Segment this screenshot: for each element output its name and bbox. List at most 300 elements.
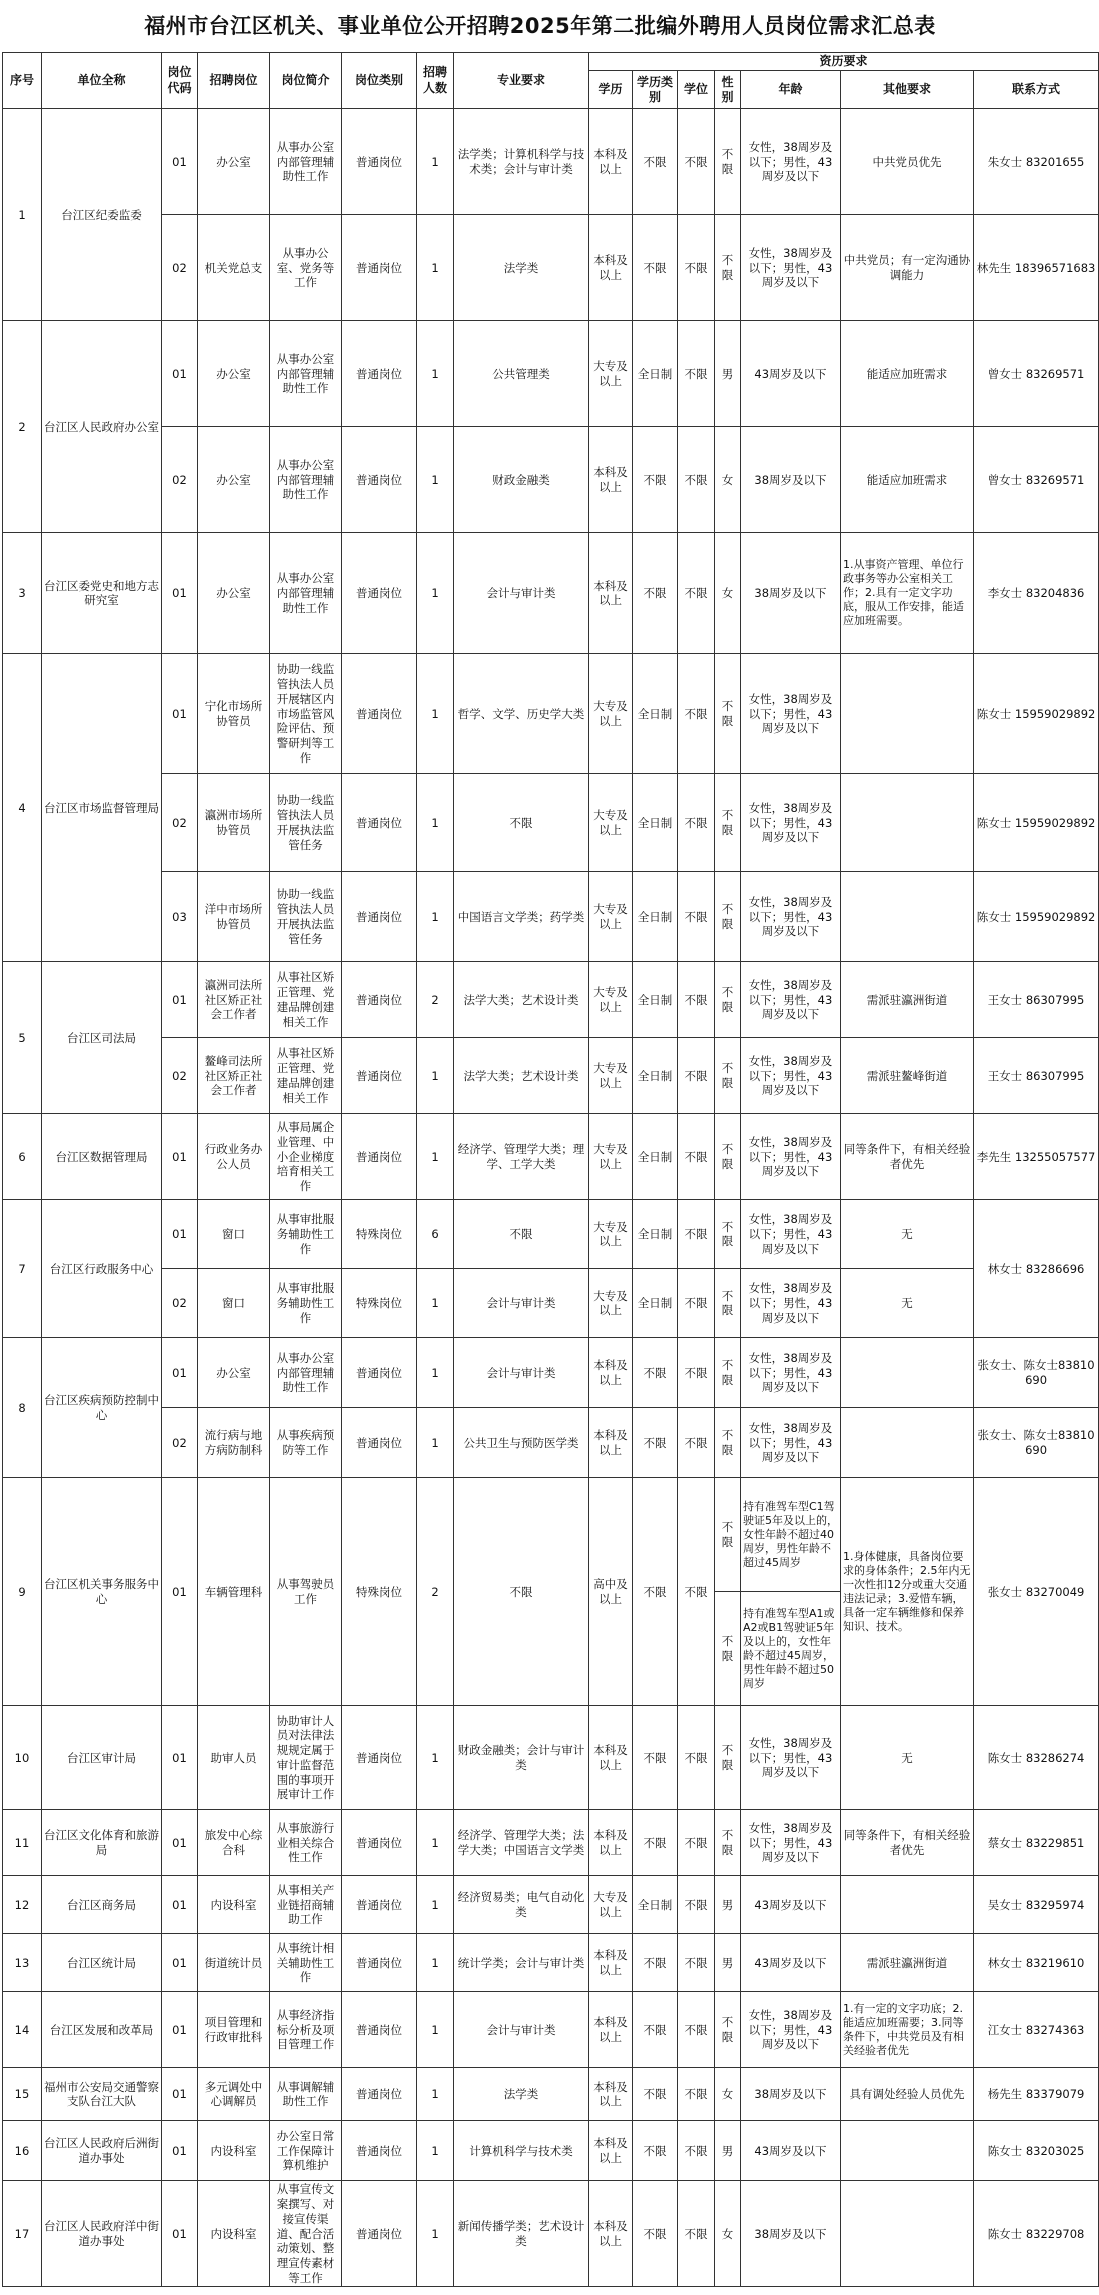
header-edu: 学历	[589, 71, 633, 109]
contact-cell: 陈女士 15959029892	[974, 872, 1099, 962]
brief-cell: 从事办公室内部管理辅助性工作	[270, 109, 342, 215]
degree-cell: 不限	[678, 1408, 715, 1478]
post-cell: 瀛洲市场所协管员	[198, 774, 270, 872]
code-cell: 02	[162, 427, 198, 533]
gender-cell: 不限	[715, 1269, 741, 1338]
edu-cell: 本科及以上	[589, 2121, 633, 2181]
seq-cell: 14	[3, 1992, 42, 2068]
gender-cell: 不限	[715, 1592, 741, 1706]
gender-cell: 男	[715, 2121, 741, 2181]
major-cell: 公共管理类	[454, 321, 589, 427]
seq-cell: 15	[3, 2068, 42, 2121]
table-row	[3, 1200, 1099, 1269]
gender-cell: 女	[715, 2068, 741, 2121]
edu-type-cell: 全日制	[633, 872, 678, 962]
other-cell: 需派驻鳌峰街道	[841, 1038, 974, 1114]
degree-cell: 不限	[678, 1934, 715, 1992]
post-cell: 内设科室	[198, 2181, 270, 2287]
gender-cell: 男	[715, 321, 741, 427]
post-cell: 车辆管理科	[198, 1478, 270, 1706]
post-cell: 办公室	[198, 1338, 270, 1408]
post-cell: 项目管理和行政审批科	[198, 1992, 270, 2068]
degree-cell: 不限	[678, 1706, 715, 1810]
age-cell: 43周岁及以下	[741, 2121, 841, 2181]
major-cell: 财政金融类	[454, 427, 589, 533]
major-cell: 中国语言文学类；药学类	[454, 872, 589, 962]
code-cell: 01	[162, 2068, 198, 2121]
post-cell: 办公室	[198, 427, 270, 533]
header-contact: 联系方式	[974, 71, 1099, 109]
other-cell: 中共党员优先	[841, 109, 974, 215]
category-cell: 普通岗位	[342, 1338, 417, 1408]
contact-cell: 林先生 18396571683	[974, 215, 1099, 321]
degree-cell: 不限	[678, 1810, 715, 1876]
seq-cell: 12	[3, 1876, 42, 1934]
post-cell: 办公室	[198, 533, 270, 654]
edu-type-cell: 不限	[633, 2068, 678, 2121]
edu-cell: 本科及以上	[589, 2068, 633, 2121]
code-cell: 02	[162, 774, 198, 872]
code-cell: 01	[162, 1114, 198, 1200]
major-cell: 会计与审计类	[454, 533, 589, 654]
degree-cell: 不限	[678, 427, 715, 533]
category-cell: 普通岗位	[342, 427, 417, 533]
age-cell: 女性，38周岁及以下；男性，43周岁及以下	[741, 962, 841, 1038]
contact-cell: 王女士 86307995	[974, 962, 1099, 1038]
gender-cell: 不限	[715, 1478, 741, 1592]
degree-cell: 不限	[678, 2121, 715, 2181]
degree-cell: 不限	[678, 872, 715, 962]
category-cell: 普通岗位	[342, 654, 417, 774]
degree-cell: 不限	[678, 2068, 715, 2121]
age-cell: 女性，38周岁及以下；男性，43周岁及以下	[741, 1114, 841, 1200]
degree-cell: 不限	[678, 1478, 715, 1706]
category-cell: 普通岗位	[342, 2068, 417, 2121]
edu-cell: 本科及以上	[589, 1706, 633, 1810]
unit-cell: 台江区商务局	[42, 1876, 162, 1934]
edu-cell: 大专及以上	[589, 1876, 633, 1934]
edu-type-cell: 全日制	[633, 1269, 678, 1338]
brief-cell: 从事局属企业管理、中小企业梯度培育相关工作	[270, 1114, 342, 1200]
count-cell: 1	[417, 1934, 454, 1992]
brief-cell: 从事办公室内部管理辅助性工作	[270, 427, 342, 533]
code-cell: 01	[162, 1338, 198, 1408]
post-cell: 窗口	[198, 1269, 270, 1338]
document-title: 福州市台江区机关、事业单位公开招聘2025年第二批编外聘用人员岗位需求汇总表	[144, 14, 936, 38]
edu-type-cell: 全日制	[633, 1200, 678, 1269]
major-cell: 经济贸易类；电气自动化类	[454, 1876, 589, 1934]
count-cell: 1	[417, 1338, 454, 1408]
header-unit: 单位全称	[42, 53, 162, 109]
age-cell: 38周岁及以下	[741, 2181, 841, 2287]
table-row	[3, 1114, 1099, 1200]
brief-cell: 从事宣传文案撰写、对接宣传渠道、配合活动策划、整理宣传素材等工作	[270, 2181, 342, 2287]
table-row	[3, 654, 1099, 774]
major-cell: 法学大类；艺术设计类	[454, 1038, 589, 1114]
edu-type-cell: 不限	[633, 1478, 678, 1706]
contact-cell: 陈女士 15959029892	[974, 654, 1099, 774]
edu-cell: 本科及以上	[589, 427, 633, 533]
category-cell: 特殊岗位	[342, 1200, 417, 1269]
degree-cell: 不限	[678, 1200, 715, 1269]
table-row	[3, 321, 1099, 427]
seq-cell: 4	[3, 654, 42, 962]
table-row	[3, 427, 1099, 533]
gender-cell: 女	[715, 427, 741, 533]
brief-cell: 从事相关产业链招商辅助工作	[270, 1876, 342, 1934]
brief-cell: 从事社区矫正管理、党建品牌创建相关工作	[270, 1038, 342, 1114]
edu-cell: 大专及以上	[589, 654, 633, 774]
other-cell: 无	[841, 1269, 974, 1338]
post-cell: 多元调处中心调解员	[198, 2068, 270, 2121]
major-cell: 计算机科学与技术类	[454, 2121, 589, 2181]
major-cell: 财政金融类；会计与审计类	[454, 1706, 589, 1810]
category-cell: 普通岗位	[342, 321, 417, 427]
contact-cell: 张女士 83270049	[974, 1478, 1099, 1706]
post-cell: 内设科室	[198, 1876, 270, 1934]
major-cell: 经济学、管理学大类；理学、工学大类	[454, 1114, 589, 1200]
gender-cell: 不限	[715, 1338, 741, 1408]
code-cell: 01	[162, 962, 198, 1038]
category-cell: 普通岗位	[342, 215, 417, 321]
contact-cell: 朱女士 83201655	[974, 109, 1099, 215]
other-cell	[841, 2181, 974, 2287]
other-cell	[841, 872, 974, 962]
other-cell: 中共党员；有一定沟通协调能力	[841, 215, 974, 321]
table-row	[3, 962, 1099, 1038]
degree-cell: 不限	[678, 1992, 715, 2068]
table-row	[3, 1934, 1099, 1992]
code-cell: 02	[162, 1269, 198, 1338]
code-cell: 01	[162, 1200, 198, 1269]
category-cell: 普通岗位	[342, 774, 417, 872]
post-cell: 内设科室	[198, 2121, 270, 2181]
unit-cell: 台江区行政服务中心	[42, 1200, 162, 1338]
edu-type-cell: 不限	[633, 1408, 678, 1478]
post-cell: 办公室	[198, 109, 270, 215]
code-cell: 01	[162, 1810, 198, 1876]
degree-cell: 不限	[678, 1269, 715, 1338]
count-cell: 1	[417, 1038, 454, 1114]
count-cell: 1	[417, 533, 454, 654]
code-cell: 02	[162, 215, 198, 321]
count-cell: 1	[417, 109, 454, 215]
post-cell: 瀛洲司法所社区矫正社会工作者	[198, 962, 270, 1038]
gender-cell: 不限	[715, 774, 741, 872]
gender-cell: 女	[715, 533, 741, 654]
edu-cell: 本科及以上	[589, 2181, 633, 2287]
seq-cell: 16	[3, 2121, 42, 2181]
degree-cell: 不限	[678, 654, 715, 774]
age-cell: 38周岁及以下	[741, 427, 841, 533]
code-cell: 02	[162, 1038, 198, 1114]
other-cell: 1.身体健康，具备岗位要求的身体条件；2.5年内无一次性扣12分或重大交通违法记录；3.爱惜车辆，具备一定车辆维修和保养知识、技术。	[841, 1478, 974, 1706]
major-cell: 经济学、管理学大类；法学大类；中国语言文学类	[454, 1810, 589, 1876]
unit-cell: 台江区机关事务服务中心	[42, 1478, 162, 1706]
age-cell: 女性，38周岁及以下；男性，43周岁及以下	[741, 872, 841, 962]
header-count: 招聘人数	[417, 53, 454, 109]
table-row	[3, 2181, 1099, 2287]
major-cell: 新闻传播学类；艺术设计类	[454, 2181, 589, 2287]
unit-cell: 台江区人民政府办公室	[42, 321, 162, 533]
contact-cell: 李女士 83204836	[974, 533, 1099, 654]
post-cell: 旅发中心综合科	[198, 1810, 270, 1876]
degree-cell: 不限	[678, 1338, 715, 1408]
header-code: 岗位代码	[162, 53, 198, 109]
seq-cell: 10	[3, 1706, 42, 1810]
other-cell: 同等条件下，有相关经验者优先	[841, 1114, 974, 1200]
code-cell: 02	[162, 1408, 198, 1478]
gender-cell: 不限	[715, 109, 741, 215]
other-cell: 能适应加班需求	[841, 427, 974, 533]
major-cell: 统计学类；会计与审计类	[454, 1934, 589, 1992]
code-cell: 01	[162, 654, 198, 774]
edu-cell: 本科及以上	[589, 533, 633, 654]
edu-type-cell: 不限	[633, 1338, 678, 1408]
post-cell: 流行病与地方病防制科	[198, 1408, 270, 1478]
brief-cell: 从事旅游行业相关综合性工作	[270, 1810, 342, 1876]
code-cell: 01	[162, 533, 198, 654]
major-cell: 公共卫生与预防医学类	[454, 1408, 589, 1478]
other-cell	[841, 1408, 974, 1478]
seq-cell: 9	[3, 1478, 42, 1706]
post-cell: 行政业务办公人员	[198, 1114, 270, 1200]
table-row	[3, 1269, 1099, 1338]
age-cell: 女性，38周岁及以下；男性，43周岁及以下	[741, 1338, 841, 1408]
age-cell: 女性，38周岁及以下；男性，43周岁及以下	[741, 1200, 841, 1269]
gender-cell: 不限	[715, 1810, 741, 1876]
gender-cell: 不限	[715, 1706, 741, 1810]
gender-cell: 男	[715, 1876, 741, 1934]
header-other: 其他要求	[841, 71, 974, 109]
post-cell: 宁化市场所协管员	[198, 654, 270, 774]
table-row	[3, 215, 1099, 321]
category-cell: 普通岗位	[342, 1038, 417, 1114]
brief-cell: 从事办公室、党务等工作	[270, 215, 342, 321]
count-cell: 1	[417, 1408, 454, 1478]
other-cell: 需派驻瀛洲街道	[841, 962, 974, 1038]
edu-type-cell: 不限	[633, 1810, 678, 1876]
count-cell: 6	[417, 1200, 454, 1269]
edu-cell: 本科及以上	[589, 1338, 633, 1408]
brief-cell: 协助审计人员对法律法规规定属于审计监督范围的事项开展审计工作	[270, 1706, 342, 1810]
table-row	[3, 774, 1099, 872]
table-row	[3, 1876, 1099, 1934]
brief-cell: 协助一线监管执法人员开展辖区内市场监管风险评估、预警研判等工作	[270, 654, 342, 774]
degree-cell: 不限	[678, 1114, 715, 1200]
gender-cell: 不限	[715, 962, 741, 1038]
contact-cell: 陈女士 83286274	[974, 1706, 1099, 1810]
major-cell: 不限	[454, 774, 589, 872]
brief-cell: 协助一线监管执法人员开展执法监管任务	[270, 774, 342, 872]
edu-cell: 大专及以上	[589, 962, 633, 1038]
contact-cell: 林女士 83219610	[974, 1934, 1099, 1992]
edu-type-cell: 全日制	[633, 321, 678, 427]
age-cell: 女性，38周岁及以下；男性，43周岁及以下	[741, 1408, 841, 1478]
edu-cell: 大专及以上	[589, 1114, 633, 1200]
brief-cell: 从事统计相关辅助性工作	[270, 1934, 342, 1992]
brief-cell: 从事办公室内部管理辅助性工作	[270, 533, 342, 654]
count-cell: 1	[417, 427, 454, 533]
other-cell: 无	[841, 1706, 974, 1810]
degree-cell: 不限	[678, 1876, 715, 1934]
age-cell: 女性，38周岁及以下；男性，43周岁及以下	[741, 215, 841, 321]
post-cell: 鳌峰司法所社区矫正社会工作者	[198, 1038, 270, 1114]
header-age: 年龄	[741, 71, 841, 109]
table-row	[3, 1038, 1099, 1114]
post-cell: 助审人员	[198, 1706, 270, 1810]
age-cell: 女性，38周岁及以下；男性，43周岁及以下	[741, 654, 841, 774]
code-cell: 01	[162, 1706, 198, 1810]
brief-cell: 从事驾驶员工作	[270, 1478, 342, 1706]
gender-cell: 不限	[715, 872, 741, 962]
major-cell: 会计与审计类	[454, 1992, 589, 2068]
other-cell: 同等条件下，有相关经验者优先	[841, 1810, 974, 1876]
header-post: 招聘岗位	[198, 53, 270, 109]
degree-cell: 不限	[678, 321, 715, 427]
seq-cell: 7	[3, 1200, 42, 1338]
code-cell: 01	[162, 1992, 198, 2068]
other-cell	[841, 654, 974, 774]
header-qualifications: 资历要求	[589, 53, 1099, 71]
degree-cell: 不限	[678, 109, 715, 215]
gender-cell: 不限	[715, 1200, 741, 1269]
table-row	[3, 2068, 1099, 2121]
unit-cell: 台江区司法局	[42, 962, 162, 1114]
age-cell: 43周岁及以下	[741, 1876, 841, 1934]
brief-cell: 从事经济指标分析及项目管理工作	[270, 1992, 342, 2068]
age-cell: 女性，38周岁及以下；男性，43周岁及以下	[741, 774, 841, 872]
edu-cell: 大专及以上	[589, 774, 633, 872]
age-cell: 女性，38周岁及以下；男性，43周岁及以下	[741, 1992, 841, 2068]
degree-cell: 不限	[678, 533, 715, 654]
edu-type-cell: 全日制	[633, 1114, 678, 1200]
category-cell: 普通岗位	[342, 1706, 417, 1810]
unit-cell: 台江区疾病预防控制中心	[42, 1338, 162, 1478]
code-cell: 01	[162, 2121, 198, 2181]
unit-cell: 台江区市场监督管理局	[42, 654, 162, 962]
count-cell: 1	[417, 2121, 454, 2181]
brief-cell: 从事审批服务辅助性工作	[270, 1269, 342, 1338]
contact-cell: 李先生 13255057577	[974, 1114, 1099, 1200]
count-cell: 1	[417, 774, 454, 872]
degree-cell: 不限	[678, 774, 715, 872]
seq-cell: 13	[3, 1934, 42, 1992]
unit-cell: 台江区文化体育和旅游局	[42, 1810, 162, 1876]
count-cell: 1	[417, 654, 454, 774]
other-cell: 1.从事资产管理、单位行政事务等办公室相关工作；2.具有一定文字功底，服从工作安排，能适应加班需要。	[841, 533, 974, 654]
major-cell: 会计与审计类	[454, 1338, 589, 1408]
category-cell: 普通岗位	[342, 109, 417, 215]
code-cell: 03	[162, 872, 198, 962]
contact-cell: 张女士、陈女士83810690	[974, 1338, 1099, 1408]
count-cell: 1	[417, 321, 454, 427]
gender-cell: 不限	[715, 1114, 741, 1200]
major-cell: 会计与审计类	[454, 1269, 589, 1338]
major-cell: 法学类	[454, 215, 589, 321]
edu-cell: 本科及以上	[589, 109, 633, 215]
brief-cell: 从事调解辅助性工作	[270, 2068, 342, 2121]
unit-cell: 台江区人民政府洋中街道办事处	[42, 2181, 162, 2287]
brief-cell: 办公室日常工作保障计算机维护	[270, 2121, 342, 2181]
category-cell: 普通岗位	[342, 1992, 417, 2068]
other-cell: 无	[841, 1200, 974, 1269]
gender-cell: 不限	[715, 215, 741, 321]
code-cell: 01	[162, 1876, 198, 1934]
major-cell: 法学类	[454, 2068, 589, 2121]
table-row	[3, 1478, 1099, 1592]
unit-cell: 台江区统计局	[42, 1934, 162, 1992]
edu-type-cell: 全日制	[633, 1876, 678, 1934]
edu-type-cell: 不限	[633, 2181, 678, 2287]
other-cell: 1.有一定的文字功底；2.能适应加班需要；3.同等条件下，中共党员及有相关经验者优先	[841, 1992, 974, 2068]
table-row	[3, 2121, 1099, 2181]
table-row	[3, 1408, 1099, 1478]
edu-cell: 大专及以上	[589, 321, 633, 427]
major-cell: 不限	[454, 1478, 589, 1706]
contact-cell: 吴女士 83295974	[974, 1876, 1099, 1934]
code-cell: 01	[162, 1478, 198, 1706]
age-cell: 持有准驾车型C1驾驶证5年及以上的，女性年龄不超过40周岁，男性年龄不超过45周岁	[741, 1478, 841, 1592]
brief-cell: 从事社区矫正管理、党建品牌创建相关工作	[270, 962, 342, 1038]
count-cell: 1	[417, 1706, 454, 1810]
job-table	[2, 52, 1099, 2287]
category-cell: 普通岗位	[342, 962, 417, 1038]
degree-cell: 不限	[678, 215, 715, 321]
unit-cell: 台江区委党史和地方志研究室	[42, 533, 162, 654]
unit-cell: 台江区发展和改革局	[42, 1992, 162, 2068]
edu-cell: 本科及以上	[589, 1408, 633, 1478]
age-cell: 43周岁及以下	[741, 1934, 841, 1992]
age-cell: 女性，38周岁及以下；男性，43周岁及以下	[741, 1810, 841, 1876]
category-cell: 普通岗位	[342, 2121, 417, 2181]
table-row	[3, 872, 1099, 962]
age-cell: 女性，38周岁及以下；男性，43周岁及以下	[741, 109, 841, 215]
table-row	[3, 1992, 1099, 2068]
contact-cell: 陈女士 15959029892	[974, 774, 1099, 872]
count-cell: 1	[417, 1114, 454, 1200]
edu-type-cell: 不限	[633, 1706, 678, 1810]
category-cell: 特殊岗位	[342, 1269, 417, 1338]
gender-cell: 女	[715, 2181, 741, 2287]
count-cell: 1	[417, 2181, 454, 2287]
edu-type-cell: 不限	[633, 109, 678, 215]
header-brief: 岗位简介	[270, 53, 342, 109]
brief-cell: 从事疾病预防等工作	[270, 1408, 342, 1478]
count-cell: 1	[417, 1810, 454, 1876]
category-cell: 普通岗位	[342, 1114, 417, 1200]
edu-cell: 高中及以上	[589, 1478, 633, 1706]
edu-type-cell: 全日制	[633, 654, 678, 774]
age-cell: 持有准驾车型A1或A2或B1驾驶证5年及以上的，女性年龄不超过45周岁，男性年龄不超过50周岁	[741, 1592, 841, 1706]
edu-type-cell: 全日制	[633, 1038, 678, 1114]
contact-cell: 杨先生 83379079	[974, 2068, 1099, 2121]
seq-cell: 5	[3, 962, 42, 1114]
count-cell: 1	[417, 215, 454, 321]
category-cell: 普通岗位	[342, 872, 417, 962]
category-cell: 普通岗位	[342, 1876, 417, 1934]
contact-cell: 林女士 83286696	[974, 1200, 1099, 1338]
other-cell	[841, 2121, 974, 2181]
edu-cell: 本科及以上	[589, 1992, 633, 2068]
seq-cell: 1	[3, 109, 42, 321]
code-cell: 01	[162, 2181, 198, 2287]
count-cell: 1	[417, 1876, 454, 1934]
brief-cell: 从事办公室内部管理辅助性工作	[270, 321, 342, 427]
age-cell: 38周岁及以下	[741, 2068, 841, 2121]
major-cell: 法学大类；艺术设计类	[454, 962, 589, 1038]
gender-cell: 不限	[715, 654, 741, 774]
